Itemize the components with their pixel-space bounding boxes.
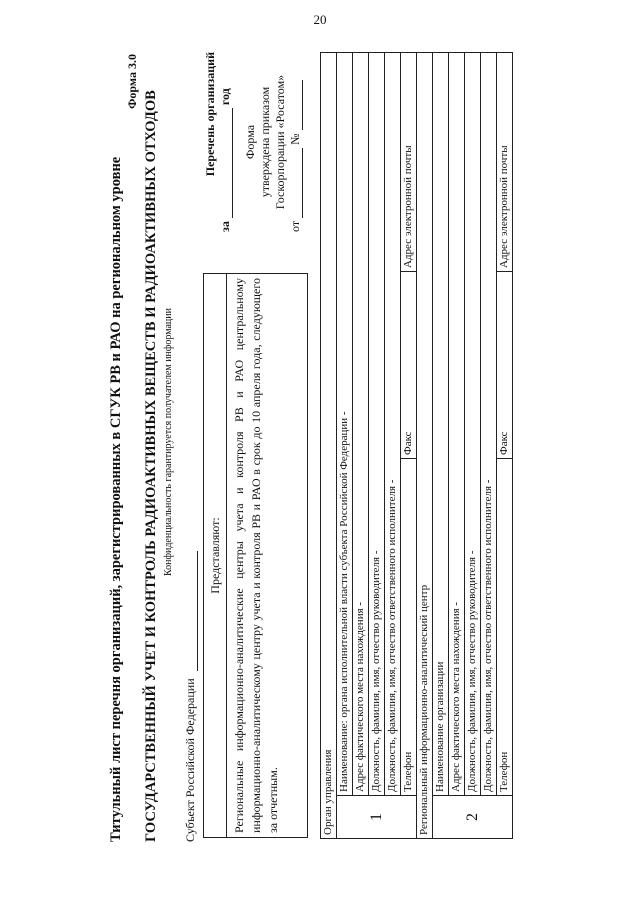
table-row [449,53,465,839]
form-title: Титульный лист перечня организаций, зарегистрированных в СГУК РВ и РАО на региональном уровне [108,156,124,842]
fax-cell: Факс [497,272,513,459]
list-info-block [203,52,303,232]
ot-label: от [288,220,302,232]
order-line [288,52,303,232]
period-line [218,52,233,232]
table-row [353,53,369,839]
confidentiality-note: Конфиденциальность гарантируется получателем информации [163,308,174,577]
table-row [433,53,449,839]
approved-label: утверждена приказом [258,86,272,198]
center-title-cell: Региональный информационно-аналитический центр [417,53,433,839]
org-name-cell: Наименование: органа исполнительной власти субъекта Российской Федерации - [337,53,353,796]
god-label: год [218,88,232,106]
address-cell: Адрес фактического места нахождения - [449,53,465,796]
head-cell: Должность, фамилия, имя, отчество руководителя - [465,53,481,796]
table-row [481,53,497,839]
executor-cell: Должность, фамилия, имя, отчество ответственного исполнителя - [481,53,497,796]
submission-text: Региональные информационно-аналитические центры учета и контроля РВ и РАО центральному информационно-аналитическому центру учета и контроля РВ и РАО в срок до 10 апреля года, следующего за отчетным. [232,278,280,833]
table-row [321,53,337,839]
phone-cell: Телефон [401,459,417,796]
table-row [417,53,433,839]
phone-cell: Телефон [497,459,513,796]
email-cell: Адрес электронной почты [497,53,513,272]
form-label: Форма [243,124,257,160]
table-row [401,53,417,839]
table-row [337,53,353,839]
form-number: Форма 3.0 [125,54,139,109]
subject-label: Субъект Российской Федерации [183,678,197,842]
za-label: за [218,221,232,232]
num-label: № [288,133,302,145]
subject-blank [185,551,198,671]
head-cell: Должность, фамилия, имя, отчество руководителя - [369,53,385,796]
management-body-cell: Орган управления [321,53,337,839]
number-blank [291,80,303,130]
table-row [385,53,401,839]
corporation-label: Госкорпорации «Росатом» [273,74,287,210]
section-number: 2 [433,796,513,839]
submission-box [203,273,308,838]
subject-field [183,551,198,842]
form-sheet [3,37,603,872]
year-blank [221,108,233,218]
address-cell: Адрес фактического места нахождения - [353,53,369,796]
organizations-table [320,52,513,839]
table-row [497,53,513,839]
list-title: Перечень организаций [203,52,217,177]
submission-header: Представляют: [204,274,227,837]
form-subtitle: ГОСУДАРСТВЕННЫЙ УЧЕТ И КОНТРОЛЬ РАДИОАКТИВНЫХ ВЕЩЕСТВ И РАДИОАКТИВНЫХ ОТХОДОВ [143,90,159,842]
table-row [369,53,385,839]
executor-cell: Должность, фамилия, имя, отчество ответственного исполнителя - [385,53,401,796]
fax-cell: Факс [401,272,417,459]
org-name-cell: Наименование организации [433,53,449,796]
email-cell: Адрес электронной почты [401,53,417,272]
page-number: 20 [313,12,327,27]
table-row [465,53,481,839]
date-blank [291,148,303,218]
section-number: 1 [337,796,417,839]
